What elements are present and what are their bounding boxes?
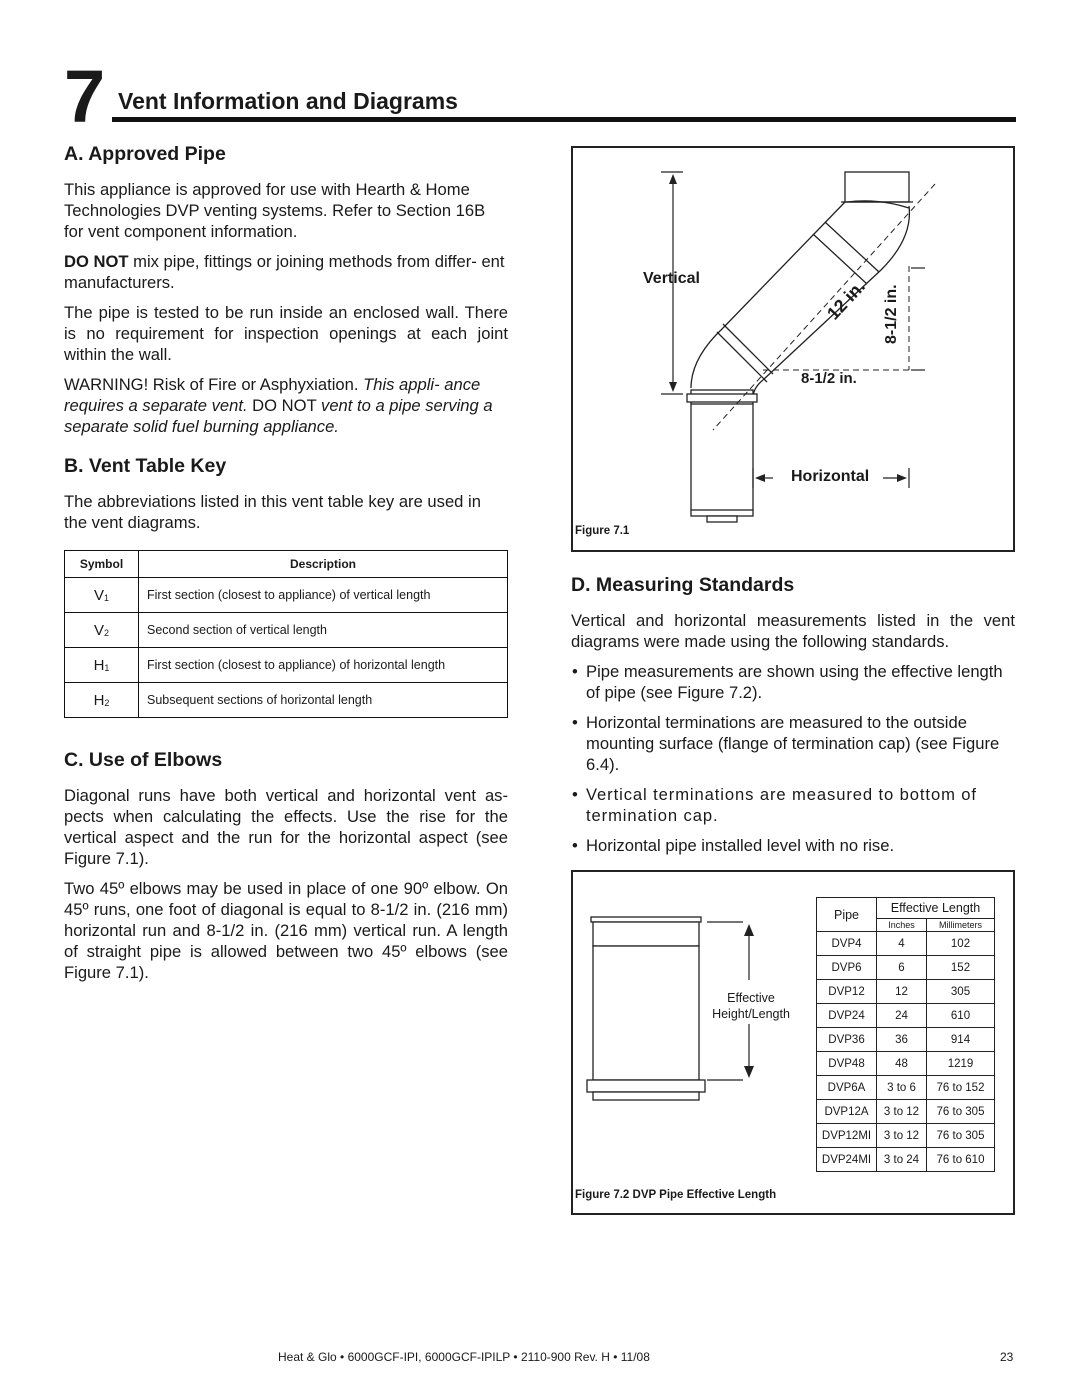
table-row: [817, 1004, 995, 1028]
inches-cell: 24: [877, 1004, 927, 1028]
figure-7-1-caption: Figure 7.1: [575, 525, 630, 537]
warning-ital-1: This appli- ance requires a separate vent.: [64, 375, 481, 415]
symbol-letter: H: [93, 656, 105, 674]
label-diagonal-length: 12 in.: [823, 276, 870, 324]
p2-rest: mix pipe, fittings or joining methods from differ- ent manufacturers.: [64, 252, 505, 292]
mm-cell: 76 to 152: [927, 1076, 995, 1100]
symbol-cell: [65, 648, 139, 683]
inches-cell: 3 to 6: [877, 1076, 927, 1100]
pipe-cell: DVP6: [817, 956, 877, 980]
measuring-intro: Vertical and horizontal measurements listed in the vent diagrams were made using the following standards.: [571, 611, 1015, 651]
col-symbol: Symbol: [65, 551, 139, 578]
symbol-cell: [65, 613, 139, 648]
effective-length-label: [703, 990, 799, 1022]
approved-pipe-p1: This appliance is approved for use with Hearth & Home Technologies DVP venting systems. Refer to Section 16B for vent component information.: [64, 180, 486, 241]
list-item: • Horizontal terminations are measured to the outside mounting surface (flange of termination cap) (see Figure 6.4).: [571, 712, 1015, 775]
mm-cell: 305: [927, 980, 995, 1004]
inches-cell: 12: [877, 980, 927, 1004]
pipe-cell: DVP24MI: [817, 1148, 877, 1172]
mm-cell: 152: [927, 956, 995, 980]
label-vertical: Vertical: [643, 270, 700, 287]
pipe-cell: DVP36: [817, 1028, 877, 1052]
figure-7-2-caption: Figure 7.2 DVP Pipe Effective Length: [575, 1189, 777, 1201]
symbol-subscript: 2: [104, 627, 110, 638]
warning-paragraph: [64, 374, 508, 437]
table-row: [65, 683, 508, 718]
table-row: [817, 980, 995, 1004]
label-run: 8-1/2 in.: [801, 370, 857, 387]
do-not-emphasis: DO NOT: [64, 252, 129, 271]
col-inches: Inches: [877, 919, 927, 932]
measuring-bullet-list: [571, 661, 1015, 856]
vent-key-header-row: [65, 551, 508, 578]
symbol-letter: V: [93, 621, 104, 639]
pipe-header-row: [817, 898, 995, 919]
effective-label-line1: Effective: [727, 991, 775, 1005]
mm-cell: 914: [927, 1028, 995, 1052]
elbows-p1: Diagonal runs have both vertical and horizontal vent as- pects when calculating the effects. Use the rise for the vertical aspect and the run for the horizontal aspect (see Figure 7.1).: [64, 786, 508, 868]
inches-cell: 6: [877, 956, 927, 980]
inches-cell: 3 to 12: [877, 1100, 927, 1124]
mm-cell: 1219: [927, 1052, 995, 1076]
vent-key-intro: The abbreviations listed in this vent table key are used in the vent diagrams.: [64, 492, 481, 532]
label-rise: 8-1/2 in.: [883, 284, 900, 344]
inches-cell: 36: [877, 1028, 927, 1052]
symbol-letter: H: [93, 691, 105, 709]
section-use-of-elbows: [64, 749, 508, 992]
pipe-cell: DVP6A: [817, 1076, 877, 1100]
mm-cell: 102: [927, 932, 995, 956]
symbol-subscript: 2: [104, 697, 110, 708]
col-pipe: Pipe: [817, 898, 877, 932]
vent-key-table: [64, 550, 508, 718]
elbows-p2: Two 45º elbows may be used in place of one 90º elbow. On 45º runs, one foot of diagonal is equal to 8-1/2 in. (216 mm) horizontal run and 8-1/2 in. (216 mm) vertical run. A length of straight pipe is allowed between two 45º elbows (see Figure 7.1).: [64, 879, 508, 982]
chapter-number: 7: [64, 55, 106, 138]
table-row: [817, 932, 995, 956]
figure-7-2: [571, 870, 1015, 1215]
list-item: • Horizontal pipe installed level with no rise.: [571, 835, 1015, 856]
warning-ital-2: vent to a pipe serving a separate solid fuel burning appliance.: [64, 396, 493, 436]
pipe-cell: DVP12: [817, 980, 877, 1004]
pipe-effective-length-table: [816, 897, 995, 1172]
section-vent-table-key: [64, 455, 508, 542]
table-row: [817, 956, 995, 980]
table-row: [65, 648, 508, 683]
chapter-rule: [112, 117, 1016, 122]
mm-cell: 610: [927, 1004, 995, 1028]
pipe-cell: DVP24: [817, 1004, 877, 1028]
table-row: [817, 1148, 995, 1172]
description-cell: Subsequent sections of horizontal length: [139, 683, 508, 718]
table-row: [817, 1052, 995, 1076]
list-item: • Vertical terminations are measured to bottom of termination cap.: [571, 784, 1015, 826]
table-row: [65, 613, 508, 648]
heading-measuring-standards: D. Measuring Standards: [571, 574, 795, 596]
pipe-cell: DVP4: [817, 932, 877, 956]
list-item: • Pipe measurements are shown using the effective length of pipe (see Figure 7.2).: [571, 661, 1015, 703]
table-row: [65, 578, 508, 613]
elbow-diagram: [573, 148, 1013, 550]
section-approved-pipe: [64, 143, 508, 446]
symbol-subscript: 1: [104, 592, 110, 603]
description-cell: First section (closest to appliance) of vertical length: [139, 578, 508, 613]
warning-lead: WARNING! Risk of Fire or Asphyxiation.: [64, 375, 364, 394]
heading-approved-pipe: A. Approved Pipe: [64, 143, 226, 165]
section-measuring-standards: [571, 574, 1015, 865]
page-number: 23: [1000, 1350, 1014, 1364]
approved-pipe-p3: The pipe is tested to be run inside an enclosed wall. There is no requirement for inspection openings at each joint within the wall.: [64, 303, 508, 364]
pipe-cell: DVP12MI: [817, 1124, 877, 1148]
col-millimeters: Millimeters: [927, 919, 995, 932]
footer-document-info: Heat & Glo • 6000GCF-IPI, 6000GCF-IPILP • 2110-900 Rev. H • 11/08: [278, 1350, 650, 1364]
col-description: Description: [139, 551, 508, 578]
description-cell: First section (closest to appliance) of horizontal length: [139, 648, 508, 683]
inches-cell: 48: [877, 1052, 927, 1076]
symbol-letter: V: [93, 586, 104, 604]
symbol-subscript: 1: [104, 662, 110, 673]
warning-do-not: DO NOT: [247, 396, 322, 415]
mm-cell: 76 to 305: [927, 1124, 995, 1148]
table-row: [817, 1028, 995, 1052]
symbol-cell: [65, 683, 139, 718]
col-effective-length: Effective Length: [877, 898, 995, 919]
table-row: [817, 1076, 995, 1100]
chapter-title: Vent Information and Diagrams: [118, 88, 458, 114]
inches-cell: 3 to 24: [877, 1148, 927, 1172]
approved-pipe-p2: [64, 251, 508, 293]
figure-7-1: [571, 146, 1015, 552]
symbol-cell: [65, 578, 139, 613]
table-row: [817, 1100, 995, 1124]
mm-cell: 76 to 305: [927, 1100, 995, 1124]
inches-cell: 4: [877, 932, 927, 956]
effective-label-line2: Height/Length: [712, 1007, 790, 1021]
description-cell: Second section of vertical length: [139, 613, 508, 648]
label-horizontal: Horizontal: [791, 468, 870, 485]
heading-use-of-elbows: C. Use of Elbows: [64, 749, 223, 771]
pipe-cell: DVP12A: [817, 1100, 877, 1124]
pipe-cell: DVP48: [817, 1052, 877, 1076]
mm-cell: 76 to 610: [927, 1148, 995, 1172]
heading-vent-table-key: B. Vent Table Key: [64, 455, 227, 477]
inches-cell: 3 to 12: [877, 1124, 927, 1148]
table-row: [817, 1124, 995, 1148]
